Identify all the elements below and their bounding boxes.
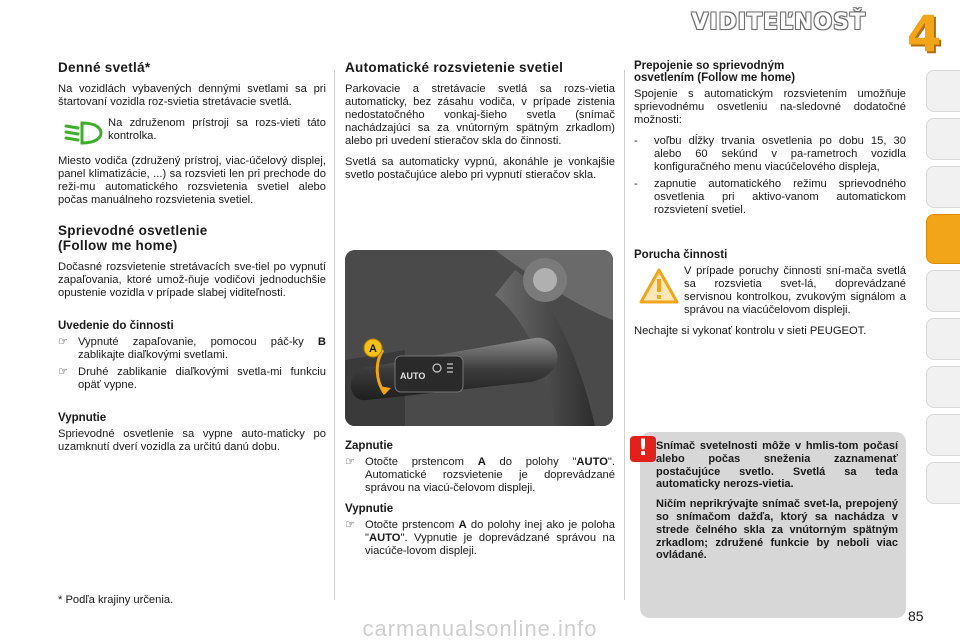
section-title-daytime-lights: Denné svetlá* [58,60,151,75]
dash-bullet: - [634,178,638,190]
chapter-tab[interactable] [926,366,960,408]
exclamation-icon: ! [630,436,656,462]
chapter-tab[interactable] [926,414,960,456]
indicator-note [58,117,326,147]
column-middle-lower [345,440,615,566]
paragraph: Dočasné rozsvietenie stretávacích sve-tiel po vypnutí zapaľovania, ktoré umož-ňuje vodičovi jednoduchšie opustenie vozidla v prípade slabej viditeľnosti. [58,261,326,299]
ring-callout-a: A [369,343,377,355]
column-divider [334,70,335,600]
list-item: - voľbu dĺžky trvania osvetlenia po dobu 15, 30 alebo 60 sekúnd v pa-rametroch vozidla konfiguračného menu viacúčelového displeja, [634,135,906,173]
warning-paragraph: Snímač svetelnosti môže v hmlis-tom počasí alebo počas sneženia zaznamenať postačujúce svetlo. Svetlá sa teda automaticky nerozs-vietia. [656,440,898,491]
indicator-text: Na združenom prístroji sa rozs-vieti táto kontrolka. [108,117,326,142]
subsection-title-switch-on: Zapnutie [345,440,393,452]
header-bar [0,0,960,63]
chapter-tab-active[interactable] [926,214,960,264]
section-subtitle-follow-me-home: (Follow me home) [58,238,178,253]
section-title-fault: Porucha činnosti [634,249,728,261]
column-divider [624,70,625,600]
footnote: * Podľa krajiny určenia. [58,594,174,606]
warning-triangle-icon [634,265,684,305]
chapter-number: 4 [906,5,942,63]
section-title-auto-lights: Automatické rozsvietenie svetiel [345,60,564,75]
watermark: carmanualsonline.info [362,616,598,641]
section-title-follow-me-home: Sprievodné osvetlenie [58,223,208,238]
column-right [634,60,906,346]
chapter-tab[interactable] [926,118,960,160]
subsection-title-switch-off: Vypnutie [345,503,394,515]
page-number: 85 [908,608,924,624]
paragraph: Miesto vodiča (združený prístroj, viac-účelový displej, panel klimatizácie, ...) sa rozsvieti len pri prechode do reži-mu automatického rozsvietenia svetiel alebo počas manuálneho rozsvietenia svetiel. [58,155,326,206]
list-item: ☞ Otočte prstencom A do polohy "AUTO". Automatické rozsvietenie je doprevádzané správou na viacú-čelovom displeji. [345,456,615,494]
chapter-title: VIDITEĽNOSŤ [691,10,866,35]
list-item: ☞ Vypnuté zapaľovanie, pomocou páč-ky B zablikajte diaľkovými svetlami. [58,336,326,361]
paragraph: Spojenie s automatickým rozsvietením umožňuje sprievodnému osvetleniu na-sledovné dodatočné možnosti: [634,88,906,126]
pointing-hand-icon: ☞ [58,336,69,348]
column-middle [345,60,615,190]
side-tabs [926,70,960,510]
warning-text [656,440,898,569]
section-title-link: Prepojenie so sprievodným [634,60,785,72]
fault-text: V prípade poruchy činnosti sní-mača svetlá sa rozsvietia svet-lá, doprevádzané servisnou kontrolkou, zvukovým signálom a správou na viacúčelovom displeji. [684,265,906,316]
subsection-title-deactivation: Vypnutie [58,412,107,424]
activation-list [58,336,326,392]
chapter-tab[interactable] [926,70,960,112]
lighting-stalk-photo [345,250,613,426]
list-item: ☞ Otočte prstencom A do polohy inej ako je poloha "AUTO". Vypnutie je doprevádzané správou na viacúče-lovom displeji. [345,519,615,557]
column-left [58,60,326,462]
chapter-tab[interactable] [926,318,960,360]
pointing-hand-icon: ☞ [345,519,356,531]
switch-on-list [345,456,615,495]
paragraph: Parkovacie a stretávacie svetlá sa rozs-vietia automaticky, bez zásahu vodiča, v prípade zistenia nedostatočného vonkaj-šieho svetla (snímač nachádzajúci sa za vnútorným spätným zrkadlom) alebo pri uvedení stieračov skla do činnosti. [345,83,615,147]
paragraph: Nechajte si vykonať kontrolu v sieti PEUGEOT. [634,325,867,337]
photo-auto-label: AUTO [400,371,426,381]
link-options-list [634,135,906,217]
paragraph: Na vozidlách vybavených dennými svetlami sa pri štartovaní vozidla roz-svietia stretávacie svetlá. [58,83,326,108]
low-beam-indicator-icon [58,117,108,147]
list-item: ☞ Druhé zablikanie diaľkovými svetla-mi funkciu opäť vypne. [58,366,326,391]
fault-note [634,265,906,317]
dash-bullet: - [634,135,638,147]
list-item: - zapnutie automatického režimu sprievodného osvetlenia pri aktivo-vanom automatickom rozsvietení svetiel. [634,178,906,216]
paragraph: Sprievodné osvetlenie sa vypne auto-maticky po uzamknutí dverí vozidla za určitú danú dobu. [58,428,326,453]
pointing-hand-icon: ☞ [345,456,356,468]
paragraph: Svetlá sa automaticky vypnú, akonáhle je vonkajšie svetlo postačujúce alebo pri vypnutí stieračov skla. [345,156,615,181]
chapter-tab[interactable] [926,270,960,312]
pointing-hand-icon: ☞ [58,366,69,378]
chapter-tab[interactable] [926,462,960,504]
switch-off-list [345,519,615,558]
chapter-tab[interactable] [926,166,960,208]
section-subtitle-link: osvetlením (Follow me home) [634,72,796,84]
subsection-title-activation: Uvedenie do činnosti [58,320,174,332]
warning-paragraph: Ničím neprikrývajte snímač svet-la, prepojený so snímačom dažďa, ktorý sa nachádza v strede čelného skla za vnútorným spätným zrkadlom; združené funkcie by neboli viac ovládané. [656,498,898,562]
